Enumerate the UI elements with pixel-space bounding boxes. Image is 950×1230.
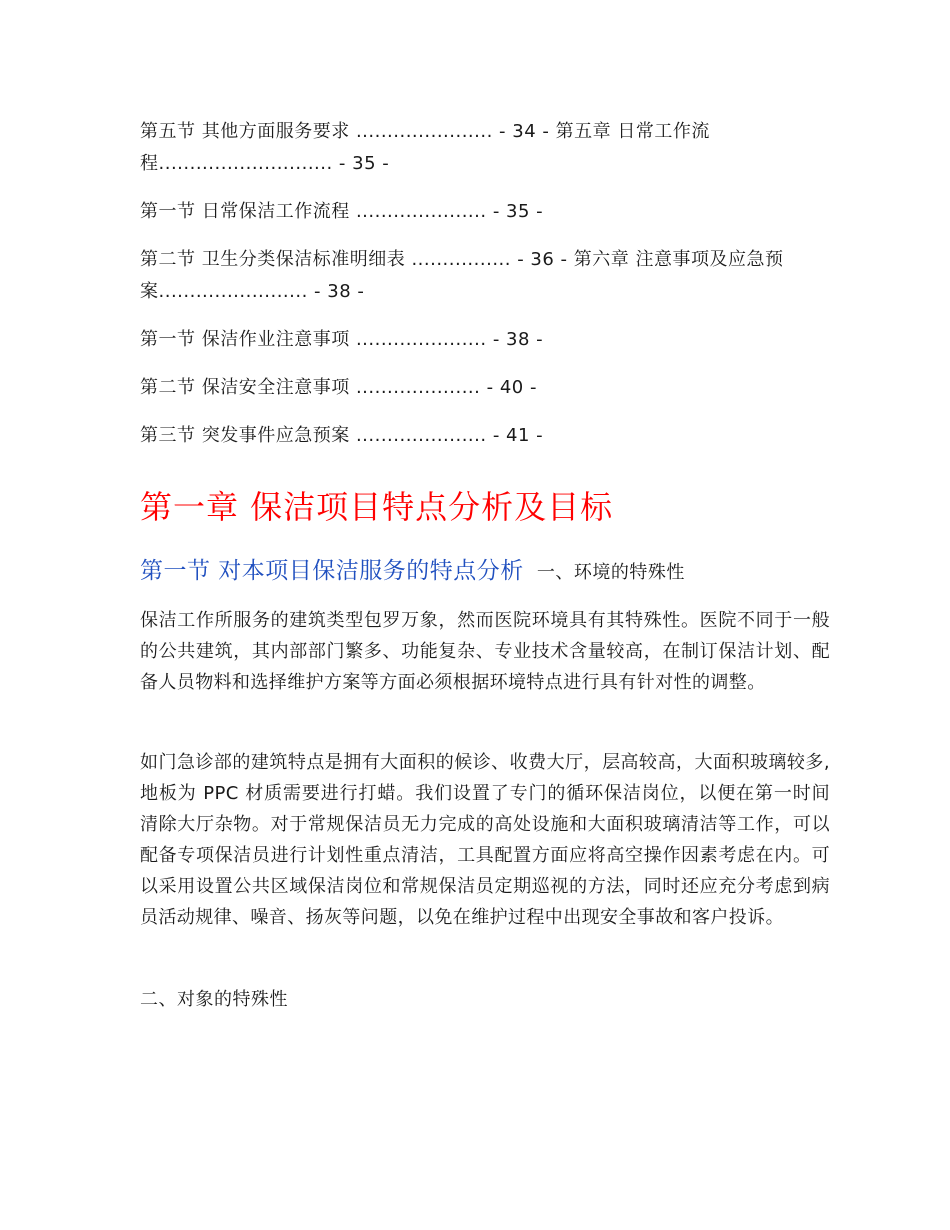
section-heading-line [140, 552, 685, 585]
toc-entry[interactable]: 第一节 保洁作业注意事项 ..................... - 38 - [140, 329, 544, 350]
section-title: 第一节 对本项目保洁服务的特点分析 [140, 558, 524, 584]
toc-entry[interactable]: 第二节 保洁安全注意事项 .................... - 40 - [140, 377, 537, 398]
toc-entry[interactable]: 第五节 其他方面服务要求 ...................... - 34 - 第五章 日常工作流程............................ - 35 - [140, 121, 710, 174]
body-paragraph: 保洁工作所服务的建筑类型包罗万象，然而医院环境具有其特殊性。医院不同于一般的公共建筑，其内部部门繁多、功能复杂、专业技术含量较高，在制订保洁计划、配备人员物料和选择维护方案等方面必须根据环境特点进行具有针对性的调整。 [140, 610, 830, 693]
chapter-title: 第一章 保洁项目特点分析及目标 [140, 488, 614, 526]
toc-entry[interactable]: 第二节 卫生分类保洁标准明细表 ................ - 36 - 第六章 注意事项及应急预案........................ - 38 - [140, 249, 784, 302]
table-of-contents [140, 116, 830, 468]
body-paragraph: 如门急诊部的建筑特点是拥有大面积的候诊、收费大厅，层高较高，大面积玻璃较多,地板为 PPC 材质需要进行打蜡。我们设置了专门的循环保洁岗位，以便在第一时间清除大厅杂物。对于常规保洁员无力完成的高处设施和大面积玻璃清洁等工作，可以配备专项保洁员进行计划性重点清洁，工具配置方面应将高空操作因素考虑在内。可以采用设置公共区域保洁岗位和常规保洁员定期巡视的方法，同时还应充分考虑到病员活动规律、噪音、扬灰等问题，以免在维护过程中出现安全事故和客户投诉。 [140, 752, 830, 928]
toc-entry[interactable]: 第一节 日常保洁工作流程 ..................... - 35 - [140, 201, 544, 222]
subsection-title: 一、环境的特殊性 [536, 562, 685, 583]
toc-entry[interactable]: 第三节 突发事件应急预案 ..................... - 41 - [140, 425, 544, 446]
subsection-heading: 二、对象的特殊性 [140, 989, 288, 1010]
